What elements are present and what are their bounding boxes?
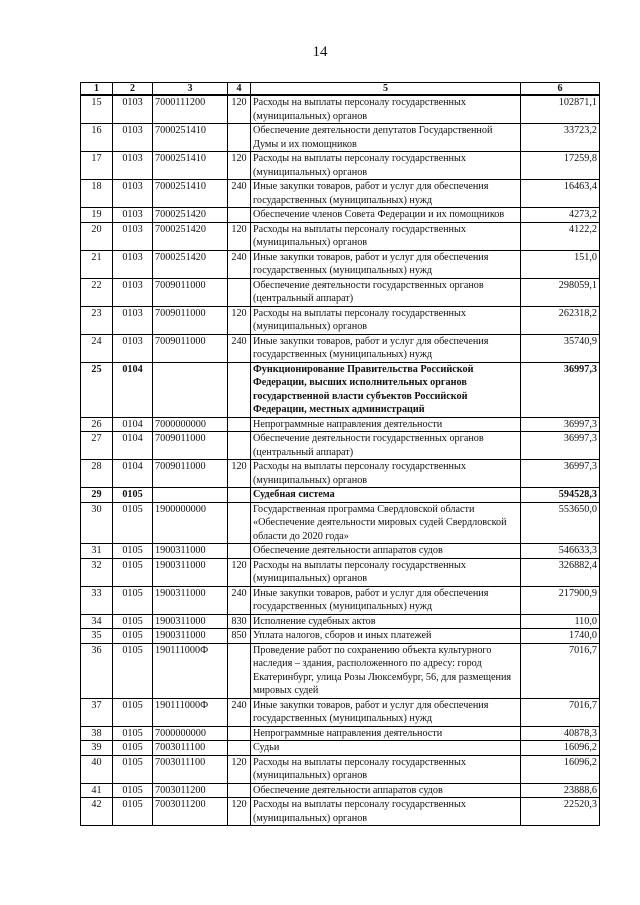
cell-row-number: 19: [81, 208, 113, 223]
cell-name: Обеспечение деятельности государственных органов (центральный аппарат): [251, 278, 521, 306]
cell-section-code: 0105: [113, 629, 153, 644]
cell-sum: 40878,3: [521, 726, 600, 741]
table-row: [81, 432, 600, 460]
cell-name: Расходы на выплаты персоналу государственных (муниципальных) органов: [251, 306, 521, 334]
column-header-section-code: 2: [113, 83, 153, 96]
cell-target-code: 7000111200: [153, 95, 228, 124]
cell-name: Государственная программа Свердловской области «Обеспечение деятельности мировых судей Свердловской области до 2020 года»: [251, 502, 521, 544]
cell-name: Расходы на выплаты персоналу государственных (муниципальных) органов: [251, 755, 521, 783]
table-row: [81, 614, 600, 629]
cell-target-code: [153, 488, 228, 503]
cell-name: Непрограммные направления деятельности: [251, 417, 521, 432]
cell-row-number: 16: [81, 124, 113, 152]
cell-sum: 7016,7: [521, 698, 600, 726]
cell-section-code: 0105: [113, 783, 153, 798]
cell-target-code: 7009011000: [153, 334, 228, 362]
cell-row-number: 15: [81, 95, 113, 124]
cell-target-code: 7009011000: [153, 460, 228, 488]
table-row: [81, 95, 600, 124]
page-number: 14: [312, 44, 328, 60]
cell-sum: 22520,3: [521, 798, 600, 826]
cell-sum: 7016,7: [521, 643, 600, 698]
cell-target-code: 7003011100: [153, 755, 228, 783]
cell-sum: 36997,3: [521, 432, 600, 460]
table-row: [81, 278, 600, 306]
cell-name: Расходы на выплаты персоналу государственных (муниципальных) органов: [251, 95, 521, 124]
cell-target-code: 1900311000: [153, 586, 228, 614]
cell-section-code: 0103: [113, 208, 153, 223]
cell-expense-type: 830: [228, 614, 251, 629]
cell-expense-type: [228, 417, 251, 432]
cell-row-number: 20: [81, 222, 113, 250]
cell-sum: 23888,6: [521, 783, 600, 798]
cell-row-number: 42: [81, 798, 113, 826]
table-row: [81, 643, 600, 698]
cell-row-number: 26: [81, 417, 113, 432]
cell-row-number: 40: [81, 755, 113, 783]
cell-section-code: 0105: [113, 698, 153, 726]
cell-expense-type: 120: [228, 222, 251, 250]
cell-name: Исполнение судебных актов: [251, 614, 521, 629]
cell-expense-type: [228, 488, 251, 503]
cell-row-number: 23: [81, 306, 113, 334]
cell-row-number: 41: [81, 783, 113, 798]
cell-name: Расходы на выплаты персоналу государственных (муниципальных) органов: [251, 152, 521, 180]
cell-name: Судебная система: [251, 488, 521, 503]
cell-name: Функционирование Правительства Российской Федерации, высших исполнительных органов государственной власти субъектов Российской Федерации, местных администраций: [251, 362, 521, 417]
cell-name: Иные закупки товаров, работ и услуг для обеспечения государственных (муниципальных) нужд: [251, 334, 521, 362]
cell-section-code: 0103: [113, 278, 153, 306]
table-row: [81, 334, 600, 362]
cell-section-code: 0105: [113, 488, 153, 503]
cell-expense-type: 120: [228, 95, 251, 124]
cell-section-code: 0105: [113, 544, 153, 559]
table-row: [81, 362, 600, 417]
cell-section-code: 0104: [113, 362, 153, 417]
cell-expense-type: [228, 783, 251, 798]
cell-name: Обеспечение деятельности государственных органов (центральный аппарат): [251, 432, 521, 460]
cell-expense-type: [228, 502, 251, 544]
cell-row-number: 32: [81, 558, 113, 586]
cell-row-number: 27: [81, 432, 113, 460]
cell-expense-type: 240: [228, 334, 251, 362]
cell-section-code: 0105: [113, 558, 153, 586]
table-row: [81, 755, 600, 783]
table-row: [81, 124, 600, 152]
cell-name: Обеспечение деятельности аппаратов судов: [251, 783, 521, 798]
table-header-row: [81, 83, 600, 96]
cell-target-code: 7000251410: [153, 124, 228, 152]
cell-expense-type: [228, 726, 251, 741]
cell-expense-type: 240: [228, 180, 251, 208]
cell-target-code: 7003011200: [153, 783, 228, 798]
cell-name: Иные закупки товаров, работ и услуг для обеспечения государственных (муниципальных) нужд: [251, 180, 521, 208]
cell-target-code: 7009011000: [153, 306, 228, 334]
cell-sum: 326882,4: [521, 558, 600, 586]
cell-target-code: 7000000000: [153, 726, 228, 741]
cell-target-code: 7000251410: [153, 152, 228, 180]
cell-row-number: 31: [81, 544, 113, 559]
cell-name: Обеспечение деятельности аппаратов судов: [251, 544, 521, 559]
cell-section-code: 0105: [113, 502, 153, 544]
column-header-sum: 6: [521, 83, 600, 96]
table-row: [81, 502, 600, 544]
cell-target-code: [153, 362, 228, 417]
cell-row-number: 25: [81, 362, 113, 417]
cell-row-number: 38: [81, 726, 113, 741]
cell-sum: 262318,2: [521, 306, 600, 334]
cell-sum: 110,0: [521, 614, 600, 629]
cell-row-number: 33: [81, 586, 113, 614]
cell-sum: 36997,3: [521, 460, 600, 488]
cell-row-number: 28: [81, 460, 113, 488]
table-row: [81, 250, 600, 278]
cell-target-code: 7000251420: [153, 250, 228, 278]
cell-sum: 36997,3: [521, 417, 600, 432]
table-row: [81, 488, 600, 503]
cell-name: Иные закупки товаров, работ и услуг для обеспечения государственных (муниципальных) нужд: [251, 250, 521, 278]
cell-name: Иные закупки товаров, работ и услуг для обеспечения государственных (муниципальных) нужд: [251, 586, 521, 614]
cell-row-number: 36: [81, 643, 113, 698]
table-body: [81, 95, 600, 826]
cell-section-code: 0105: [113, 643, 153, 698]
cell-expense-type: 120: [228, 152, 251, 180]
cell-expense-type: [228, 362, 251, 417]
cell-sum: 4273,2: [521, 208, 600, 223]
table-row: [81, 208, 600, 223]
cell-sum: 553650,0: [521, 502, 600, 544]
cell-target-code: 7000251410: [153, 180, 228, 208]
cell-section-code: 0105: [113, 614, 153, 629]
cell-sum: 594528,3: [521, 488, 600, 503]
cell-section-code: 0103: [113, 124, 153, 152]
cell-row-number: 18: [81, 180, 113, 208]
cell-expense-type: [228, 208, 251, 223]
table-row: [81, 698, 600, 726]
cell-row-number: 30: [81, 502, 113, 544]
cell-expense-type: [228, 741, 251, 756]
cell-expense-type: [228, 124, 251, 152]
budget-table: [80, 82, 600, 826]
cell-section-code: 0103: [113, 180, 153, 208]
cell-section-code: 0103: [113, 334, 153, 362]
cell-row-number: 17: [81, 152, 113, 180]
cell-target-code: 190111000Ф: [153, 698, 228, 726]
cell-name: Расходы на выплаты персоналу государственных (муниципальных) органов: [251, 798, 521, 826]
cell-sum: 36997,3: [521, 362, 600, 417]
cell-name: Расходы на выплаты персоналу государственных (муниципальных) органов: [251, 558, 521, 586]
cell-row-number: 22: [81, 278, 113, 306]
cell-expense-type: [228, 278, 251, 306]
cell-row-number: 24: [81, 334, 113, 362]
cell-sum: 217900,9: [521, 586, 600, 614]
column-header-expense-type: 4: [228, 83, 251, 96]
cell-sum: 16463,4: [521, 180, 600, 208]
table-row: [81, 586, 600, 614]
cell-target-code: 7000251420: [153, 208, 228, 223]
table-row: [81, 798, 600, 826]
cell-sum: 16096,2: [521, 755, 600, 783]
cell-section-code: 0105: [113, 586, 153, 614]
cell-target-code: 1900311000: [153, 558, 228, 586]
cell-name: Расходы на выплаты персоналу государственных (муниципальных) органов: [251, 460, 521, 488]
cell-target-code: 1900311000: [153, 544, 228, 559]
cell-row-number: 21: [81, 250, 113, 278]
cell-expense-type: 240: [228, 586, 251, 614]
cell-section-code: 0104: [113, 432, 153, 460]
column-header-target-code: 3: [153, 83, 228, 96]
cell-target-code: 7003011200: [153, 798, 228, 826]
cell-row-number: 34: [81, 614, 113, 629]
column-header-name: 5: [251, 83, 521, 96]
cell-name: Обеспечение членов Совета Федерации и их помощников: [251, 208, 521, 223]
table-row: [81, 460, 600, 488]
cell-sum: 17259,8: [521, 152, 600, 180]
cell-expense-type: 240: [228, 698, 251, 726]
table-row: [81, 417, 600, 432]
cell-name: Уплата налогов, сборов и иных платежей: [251, 629, 521, 644]
cell-expense-type: 120: [228, 306, 251, 334]
table-row: [81, 306, 600, 334]
cell-expense-type: 120: [228, 460, 251, 488]
cell-section-code: 0104: [113, 417, 153, 432]
table-row: [81, 629, 600, 644]
cell-expense-type: 120: [228, 558, 251, 586]
cell-target-code: 190111000Ф: [153, 643, 228, 698]
cell-name: Иные закупки товаров, работ и услуг для обеспечения государственных (муниципальных) нужд: [251, 698, 521, 726]
column-header-row-number: 1: [81, 83, 113, 96]
cell-sum: 102871,1: [521, 95, 600, 124]
cell-sum: 546633,3: [521, 544, 600, 559]
table-row: [81, 544, 600, 559]
cell-expense-type: [228, 643, 251, 698]
cell-target-code: 7000000000: [153, 417, 228, 432]
cell-sum: 1740,0: [521, 629, 600, 644]
table-row: [81, 726, 600, 741]
table-row: [81, 222, 600, 250]
cell-expense-type: 850: [228, 629, 251, 644]
cell-section-code: 0105: [113, 755, 153, 783]
table-row: [81, 783, 600, 798]
cell-name: Непрограммные направления деятельности: [251, 726, 521, 741]
cell-expense-type: 120: [228, 755, 251, 783]
cell-sum: 33723,2: [521, 124, 600, 152]
table-row: [81, 180, 600, 208]
cell-name: Проведение работ по сохранению объекта культурного наследия – здания, расположенного по адресу: город Екатеринбург, улица Розы Люксембург, 56, для размещения мировых судей: [251, 643, 521, 698]
cell-section-code: 0103: [113, 222, 153, 250]
cell-row-number: 35: [81, 629, 113, 644]
cell-section-code: 0105: [113, 798, 153, 826]
cell-sum: 4122,2: [521, 222, 600, 250]
table-row: [81, 152, 600, 180]
cell-row-number: 39: [81, 741, 113, 756]
cell-row-number: 29: [81, 488, 113, 503]
cell-expense-type: 240: [228, 250, 251, 278]
cell-section-code: 0103: [113, 306, 153, 334]
cell-expense-type: [228, 432, 251, 460]
cell-target-code: 7009011000: [153, 278, 228, 306]
cell-target-code: 1900311000: [153, 629, 228, 644]
cell-name: Судьи: [251, 741, 521, 756]
cell-section-code: 0104: [113, 460, 153, 488]
cell-section-code: 0103: [113, 250, 153, 278]
cell-name: Обеспечение деятельности депутатов Государственной Думы и их помощников: [251, 124, 521, 152]
cell-expense-type: [228, 544, 251, 559]
cell-section-code: 0103: [113, 152, 153, 180]
table-row: [81, 558, 600, 586]
cell-target-code: 7000251420: [153, 222, 228, 250]
cell-section-code: 0105: [113, 741, 153, 756]
cell-row-number: 37: [81, 698, 113, 726]
cell-sum: 298059,1: [521, 278, 600, 306]
cell-sum: 35740,9: [521, 334, 600, 362]
cell-sum: 151,0: [521, 250, 600, 278]
cell-target-code: 7009011000: [153, 432, 228, 460]
cell-section-code: 0103: [113, 95, 153, 124]
cell-name: Расходы на выплаты персоналу государственных (муниципальных) органов: [251, 222, 521, 250]
cell-sum: 16096,2: [521, 741, 600, 756]
cell-target-code: 1900000000: [153, 502, 228, 544]
cell-section-code: 0105: [113, 726, 153, 741]
table-row: [81, 741, 600, 756]
cell-target-code: 7003011100: [153, 741, 228, 756]
cell-expense-type: 120: [228, 798, 251, 826]
cell-target-code: 1900311000: [153, 614, 228, 629]
